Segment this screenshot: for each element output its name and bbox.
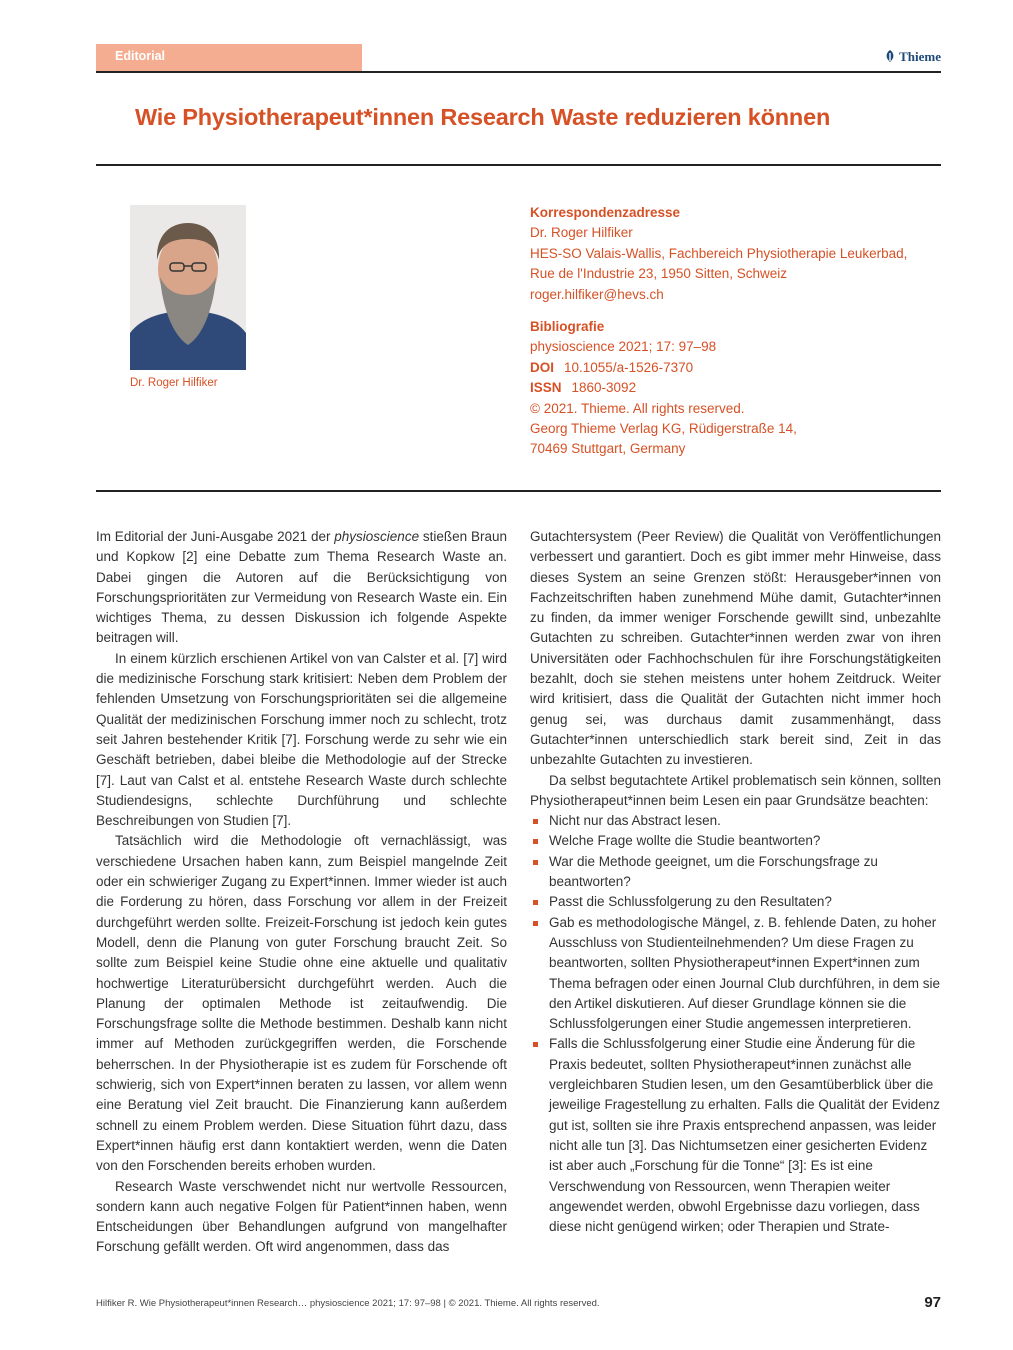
article-info bbox=[530, 203, 950, 460]
author-portrait-image bbox=[130, 205, 246, 370]
publisher-address-line1: Georg Thieme Verlag KG, Rüdigerstraße 14, bbox=[530, 421, 797, 437]
correspondence-name: Dr. Roger Hilfiker bbox=[530, 225, 633, 241]
bibliography-citation: physioscience 2021; 17: 97–98 bbox=[530, 339, 717, 355]
bibliography-copyright: © 2021. Thieme. All rights reserved. bbox=[530, 400, 745, 416]
list-item: Welche Frage wollte die Studie beantworten? bbox=[530, 831, 941, 851]
issn-value: 1860-3092 bbox=[571, 380, 637, 396]
thieme-logo-icon bbox=[885, 50, 895, 62]
author-photo bbox=[130, 205, 246, 370]
list-item: War die Methode geeignet, um die Forschungsfrage zu beantworten? bbox=[530, 852, 941, 893]
publisher-address-line2: 70469 Stuttgart, Germany bbox=[530, 441, 686, 457]
photo-caption: Dr. Roger Hilfiker bbox=[130, 377, 218, 389]
doi-label: DOI bbox=[530, 359, 555, 375]
bibliography-heading: Bibliografie bbox=[530, 319, 605, 335]
paragraph-2: In einem kürzlich erschienen Artikel von van Calster et al. [7] wird die medizinische Forschung stark kritisiert: Neben dem Problem der fehlenden Umsetzung von Forschungsprioritäten sei die allgemeine Qualität der medizinischen Forschung immer noch zu schlecht, trotz seit Jahren bestehender Kritik [7]. Forschung werde zu sehr wie ein Geschäft betrieben, dabei bleibe die Methodologie auf der Strecke [7]. Laut van Calst et al. entstehe Research Waste durch schlechte Studiendesigns, schlechte Durchführung und schlechte Beschreibungen von Studien [7]. bbox=[96, 650, 507, 829]
paragraph-1 bbox=[96, 527, 507, 649]
page-number: 97 bbox=[924, 1294, 941, 1311]
paragraph-4: Research Waste verschwendet nicht nur wertvolle Ressourcen, sondern kann auch negative Folgen für Patient*innen haben, wenn Entscheidungen über Behandlungen aufgrund von mangelhafter Forschung gefällt werden. Oft wird angenommen, dass das bbox=[96, 1178, 507, 1255]
correspondence-address: Rue de l'Industrie 23, 1950 Sitten, Schweiz bbox=[530, 266, 787, 282]
brand-name: Thieme bbox=[899, 49, 941, 64]
title-rule bbox=[96, 164, 941, 166]
section-label: Editorial bbox=[115, 49, 166, 63]
bibliography-doi bbox=[530, 358, 950, 378]
publisher-logo bbox=[885, 49, 941, 65]
paragraph-6: Da selbst begutachtete Artikel problematisch sein können, sollten Physiotherapeut*innen beim Lesen ein paar Grundsätze beachten: bbox=[530, 772, 941, 808]
info-rule bbox=[96, 490, 941, 492]
list-item: Passt die Schlussfolgerung zu den Resultaten? bbox=[530, 892, 941, 912]
page-footer: Hilfiker R. Wie Physiotherapeut*innen Research… physioscience 2021; 17: 97–98 | © 2021. Thieme. All rights reserved. bbox=[96, 1298, 600, 1309]
list-item: Gab es methodologische Mängel, z. B. fehlende Daten, zu hoher Ausschluss von Studienteilnehmenden? Um diese Fragen zu beantworten, sollten Physiotherapeut*innen Expert*innen zum Thema befragen oder einen Journal Club durchführen, in dem sie den Artikel diskutieren. Auf dieser Grundlage können sie die Schlussfolgerungen einer Studie angemessen interpretieren. bbox=[530, 913, 941, 1035]
paragraph-1-end: stießen Braun und Kopkow [2] eine Debatte zum Thema Research Waste an. Dabei gingen die Autoren auf die Berücksichtigung von Forschungsprioritäten zur Vermeidung von Research Waste ein. Ein wichtiges Thema, zu dessen Diskussion ich folgende Aspekte beitragen will. bbox=[96, 529, 508, 646]
paragraph-3: Tatsächlich wird die Methodologie oft vernachlässigt, was verschiedene Ursachen haben kann, zum Beispiel mangelnde Zeit oder ein schwieriger Zugang zu Expert*innen. Immer wieder ist auch die Forderung zu hören, dass Forschung vor allem in der Freizeit durchgeführt werden sollte. Freizeit-Forschung ist jedoch kein gutes Modell, denn die Planung von guter Forschung braucht Zeit. So sollte zum Beispiel keine Studie ohne eine aktuelle und qualitativ hochwertige Literaturübersicht durchgeführt werden. Auch die Planung der optimalen Methode ist zeitaufwendig. Die Forschungsfrage sollte die Methode bestimmen. Deshalb kann nicht immer auf Methoden zurückgegriffen werden, die Forschende beherrschen. In der Physiotherapie ist es zudem für Forschende oft schwierig, sich von Expert*innen beraten zu lassen, vor allem wenn eine Beratung viel Zeit braucht. Die Finanzierung kann außerdem schnell zu einem Problem werden. Diese Situation führt dazu, dass Expert*innen häufig erst dann kontaktiert werden, wenn die Daten von den Forschenden bereits erhoben wurden. bbox=[96, 833, 507, 1174]
article-title: Wie Physiotherapeut*innen Research Waste reduzieren können bbox=[135, 104, 831, 130]
journal-name: physioscience bbox=[334, 529, 420, 544]
header-rule bbox=[96, 71, 941, 73]
list-item: Falls die Schlussfolgerung einer Studie eine Änderung für die Praxis bedeutet, sollten Physiotherapeut*innen zunächst alle vergleichbaren Studien lesen, um den Gesamtüberblick über die jeweilige Fragestellung zu erhalten. Falls die Qualität der Evidenz gut ist, sollten sie ihre Praxis entsprechend anpassen, was leider nicht alle tun [3]. Das Nichtumsetzen einer gesicherten Evidenz ist aber auch „Forschung für die Tonne“ [3]: Es ist eine Verschwendung von Ressourcen, wenn Therapien weiter angewendet werden, obwohl Ergebnisse dazu vorliegen, dass diese nicht genügend wirken; oder Therapien und Strate- bbox=[530, 1034, 941, 1237]
body-column-left bbox=[96, 527, 507, 1258]
correspondence-heading: Korrespondenzadresse bbox=[530, 205, 681, 220]
body-column-right bbox=[530, 527, 941, 1237]
bibliography-issn bbox=[530, 378, 950, 398]
reading-principles-list bbox=[530, 811, 941, 1237]
paragraph-5: Gutachtersystem (Peer Review) die Qualität von Veröffentlichungen verbessert und garantiert. Doch es gibt immer mehr Hinweise, dass dieses System an seine Grenzen stößt: Herausgeber*innen von Fachzeitschriften haben zunehmend Mühe damit, Gutachter*innen zu finden, da immer weniger Forschende gewillt sind, unbezahlte Gutachten zu schreiben. Gutachter*innen werden zwar von ihren Universitäten oder Fachhochschulen für ihre Forschungstätigkeiten bezahlt, doch sie stehen meistens unter hohem Zeitdruck. Weiter wird kritisiert, dass die Qualität der Gutachten nicht immer hoch genug sei, was durchaus damit zusammenhängt, dass Gutachter*innen unterschiedlich stark bereit sind, Zeit in das unbezahlte Gutachten zu investieren. bbox=[530, 529, 941, 768]
correspondence-institution: HES-SO Valais-Wallis, Fachbereich Physiotherapie Leukerbad, bbox=[530, 245, 908, 261]
doi-value[interactable]: 10.1055/a-1526-7370 bbox=[564, 359, 694, 375]
issn-label: ISSN bbox=[530, 380, 562, 396]
section-tab bbox=[96, 44, 362, 71]
list-item: Nicht nur das Abstract lesen. bbox=[530, 811, 941, 831]
paragraph-1-start: Im Editorial der Juni-Ausgabe 2021 der bbox=[96, 529, 335, 544]
correspondence-email[interactable]: roger.hilfiker@hevs.ch bbox=[530, 286, 664, 302]
